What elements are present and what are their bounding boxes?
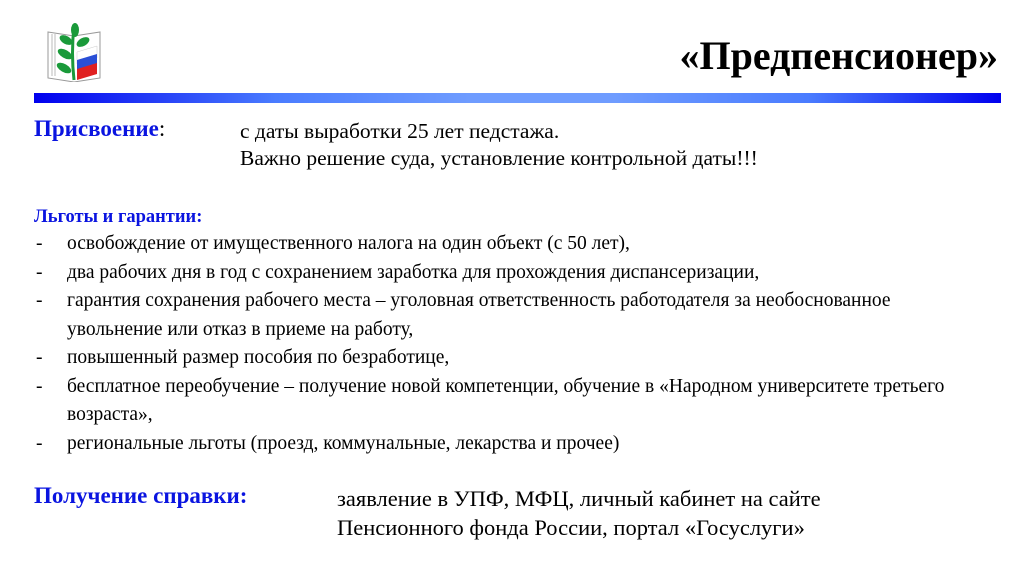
list-item bbox=[34, 230, 994, 259]
list-item bbox=[34, 373, 994, 430]
benefits-heading: Льготы и гарантии: bbox=[34, 207, 203, 227]
list-item-text: гарантия сохранения рабочего места – уголовная ответственность работодателя за необоснованное увольнение или отказ в приеме на работу, bbox=[67, 290, 891, 340]
certificate-text bbox=[337, 484, 821, 542]
slide-title: «Предпенсионер» bbox=[679, 33, 998, 78]
assignment-line: Важно решение суда, установление контрольной даты!!! bbox=[240, 146, 758, 170]
certificate-line: заявление в УПФ, МФЦ, личный кабинет на сайте bbox=[337, 486, 821, 511]
list-item bbox=[34, 287, 994, 344]
list-item bbox=[34, 430, 994, 459]
bullet: - bbox=[36, 233, 43, 254]
benefits-list bbox=[34, 230, 994, 458]
bullet: - bbox=[36, 375, 43, 397]
certificate-label: Получение справки: bbox=[34, 483, 248, 508]
bullet: - bbox=[36, 347, 43, 368]
list-item-text: бесплатное переобучение – получение новой компетенции, обучение в «Народном университете третьего возраста», bbox=[67, 375, 945, 425]
list-item-text: региональные льготы (проезд, коммунальные, лекарства и прочее) bbox=[67, 432, 620, 454]
list-item-text: два рабочих дня в год с сохранением заработка для прохождения диспансеризации, bbox=[67, 261, 760, 283]
certificate-line: Пенсионного фонда России, портал «Госуслуги» bbox=[337, 515, 805, 540]
assignment-label-text: Присвоение bbox=[34, 116, 159, 141]
list-item bbox=[34, 259, 994, 288]
list-item bbox=[34, 344, 994, 373]
assignment-label bbox=[34, 116, 165, 142]
assignment-colon: : bbox=[158, 116, 166, 141]
list-item-text: повышенный размер пособия по безработице, bbox=[67, 347, 450, 368]
bullet: - bbox=[36, 290, 43, 311]
bullet: - bbox=[36, 261, 43, 283]
assignment-text bbox=[240, 118, 758, 172]
bullet: - bbox=[36, 432, 43, 454]
list-item-text: освобождение от имущественного налога на один объект (с 50 лет), bbox=[67, 233, 630, 254]
assignment-line: с даты выработки 25 лет педстажа. bbox=[240, 119, 560, 143]
logo-icon bbox=[44, 22, 104, 82]
title-divider bbox=[34, 93, 1001, 103]
